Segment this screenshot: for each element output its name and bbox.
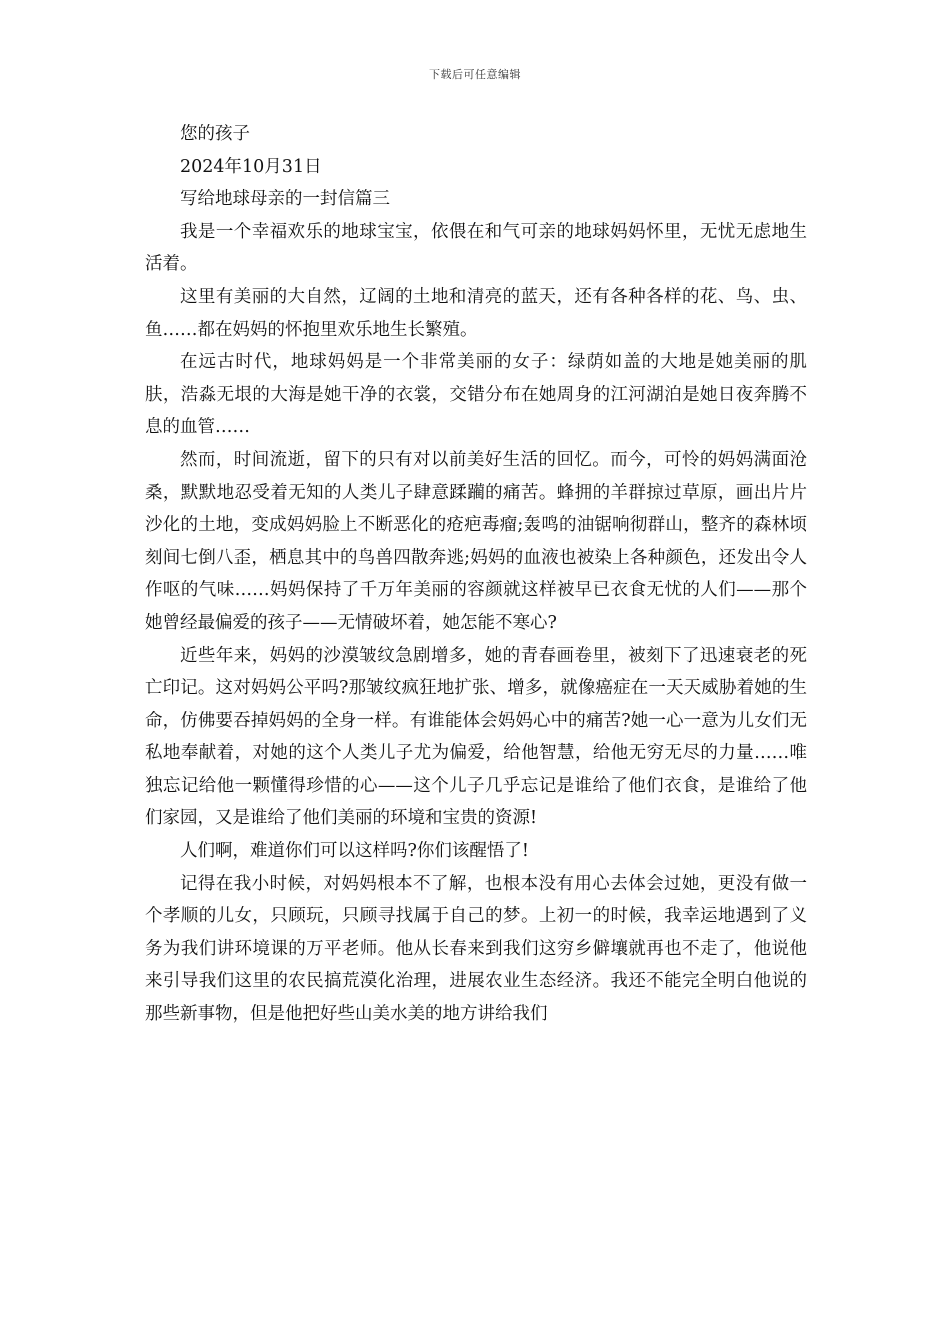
paragraph: 然而，时间流逝，留下的只有对以前美好生活的回忆。而今，可怜的妈妈满面沧桑，默默地忍受着无知的人类儿子肆意蹂躏的痛苦。蜂拥的羊群掠过草原，画出片片沙化的土地，变成妈妈脸上不断恶化的疮疤毒瘤;轰鸣的油锯响彻群山，整齐的森林顷刻间七倒八歪，栖息其中的鸟兽四散奔逃;妈妈的血液也被染上各种颜色，还发出令人作呕的气味……妈妈保持了千万年美丽的容颜就这样被早已衣食无忧的人们——那个她曾经最偏爱的孩子——无情破坏着，她怎能不寒心? [145,449,807,633]
document-body [145,118,807,1031]
paragraph: 在远古时代，地球妈妈是一个非常美丽的女子：绿荫如盖的大地是她美丽的肌肤，浩淼无垠的大海是她干净的衣裳，交错分布在她周身的江河湖泊是她日夜奔腾不息的血管…… [145,352,807,438]
paragraph: 这里有美丽的大自然，辽阔的土地和清亮的蓝天，还有各种各样的花、鸟、虫、鱼……都在妈妈的怀抱里欢乐地生长繁殖。 [145,286,807,340]
date-line: 2024年10月31日 [180,156,322,177]
section-title: 写给地球母亲的一封信篇三 [180,189,390,210]
paragraph: 人们啊，难道你们可以这样吗?你们该醒悟了! [180,841,529,862]
signature-line: 您的孩子 [180,124,250,144]
paragraph: 近些年来，妈妈的沙漠皱纹急剧增多，她的青春画卷里，被刻下了迅速衰老的死亡印记。这对妈妈公平吗?那皱纹疯狂地扩张、增多，就像癌症在一天天威胁着她的生命，仿佛要吞掉妈妈的全身一样。有谁能体会妈妈心中的痛苦?她一心一意为儿女们无私地奉献着，对她的这个人类儿子尤为偏爱，给他智慧，给他无穷无尽的力量……唯独忘记给他一颗懂得珍惜的心——这个儿子几乎忘记是谁给了他们衣食，是谁给了他们家园，又是谁给了他们美丽的环境和宝贵的资源! [145,645,807,829]
page-header: 下载后可任意编辑 [429,68,521,81]
paragraph: 我是一个幸福欢乐的地球宝宝，依偎在和气可亲的地球妈妈怀里，无忧无虑地生活着。 [145,221,807,275]
paragraph: 记得在我小时候，对妈妈根本不了解，也根本没有用心去体会过她，更没有做一个孝顺的儿女，只顾玩，只顾寻找属于自己的梦。上初一的时候，我幸运地遇到了义务为我们讲环境课的万平老师。他从长春来到我们这穷乡僻壤就再也不走了，他说他来引导我们这里的农民搞荒漠化治理，进展农业生态经济。我还不能完全明白他说的那些新事物，但是他把好些山美水美的地方讲给我们 [145,873,807,1025]
